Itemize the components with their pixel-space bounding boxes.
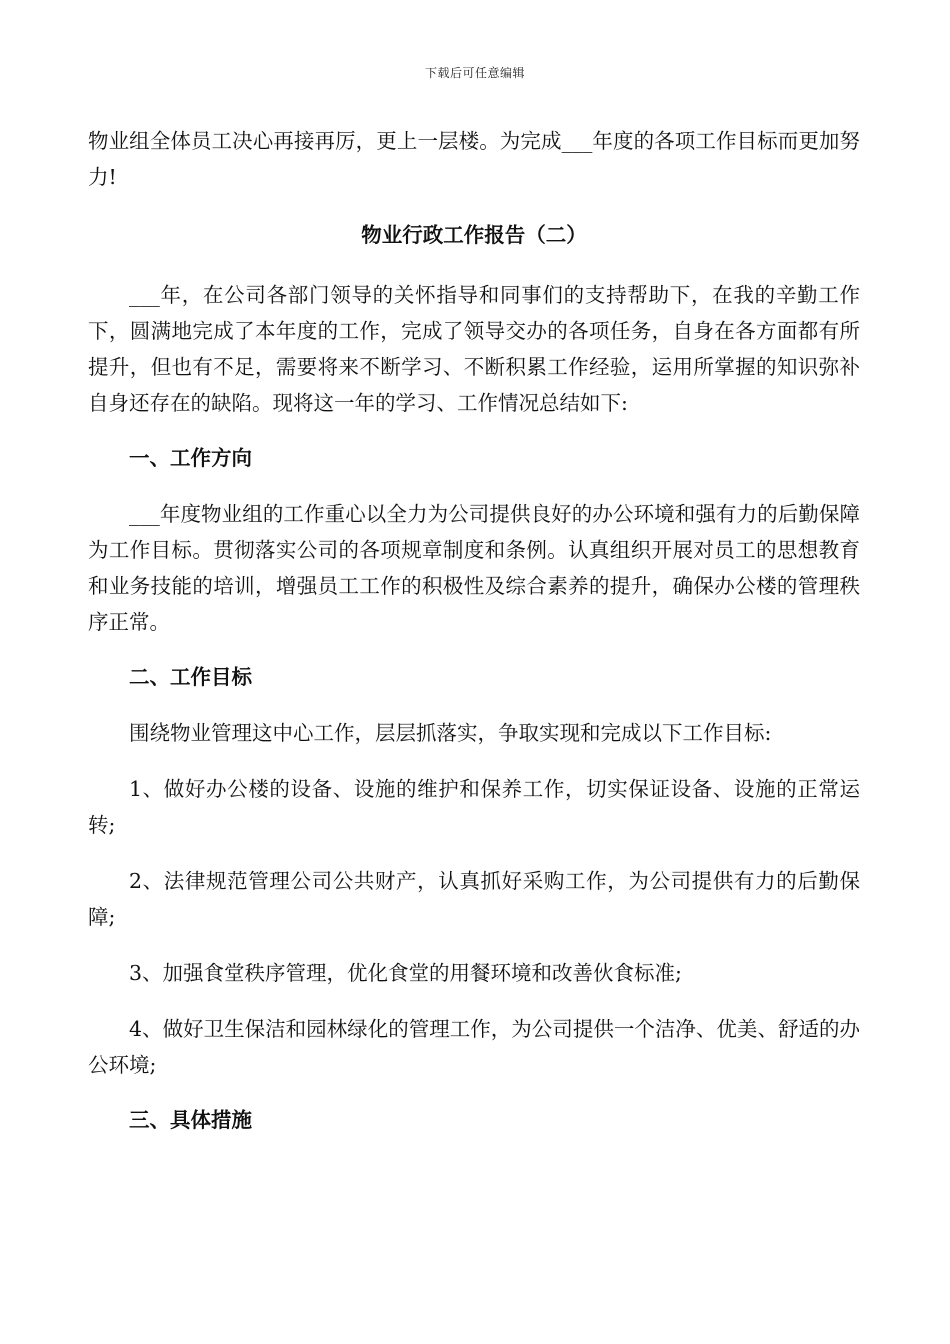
page-header-note: 下载后可任意编辑 — [424, 66, 525, 80]
goal-item-3: 3、加强食堂秩序管理，优化食堂的用餐环境和改善伙食标准; — [129, 961, 682, 985]
section-heading-goals: 二、工作目标 — [129, 665, 252, 689]
opening-paragraph: ___年，在公司各部门领导的关怀指导和同事们的支持帮助下，在我的辛勤工作下，圆满地完成了本年度的工作，完成了领导交办的各项任务，自身在各方面都有所提升，但也有不足，需要将来不断学习、不断积累工作经验，运用所掌握的知识弥补自身还存在的缺陷。现将这一年的学习、工作情况总结如下: — [88, 283, 860, 415]
section-intro-goals: 围绕物业管理这中心工作，层层抓落实，争取实现和完成以下工作目标: — [129, 721, 772, 745]
section-body-direction: ___年度物业组的工作重心以全力为公司提供良好的办公环境和强有力的后勤保障为工作目标。贯彻落实公司的各项规章制度和条例。认真组织开展对员工的思想教育和业务技能的培训，增强员工工作的积极性及综合素养的提升，确保办公楼的管理秩序正常。 — [88, 502, 860, 634]
section-heading-measures: 三、具体措施 — [129, 1108, 252, 1132]
document-title: 物业行政工作报告（二） — [361, 223, 587, 247]
goal-item-1: 1、做好办公楼的设备、设施的维护和保养工作，切实保证设备、设施的正常运转; — [88, 777, 860, 837]
goal-item-2: 2、法律规范管理公司公共财产，认真抓好采购工作，为公司提供有力的后勤保障; — [88, 869, 860, 929]
intro-paragraph: 物业组全体员工决心再接再厉，更上一层楼。为完成___年度的各项工作目标而更加努力! — [88, 129, 860, 189]
section-heading-direction: 一、工作方向 — [129, 446, 252, 470]
document-body — [88, 123, 860, 1138]
goal-item-4: 4、做好卫生保洁和园林绿化的管理工作，为公司提供一个洁净、优美、舒适的办公环境; — [88, 1017, 860, 1077]
